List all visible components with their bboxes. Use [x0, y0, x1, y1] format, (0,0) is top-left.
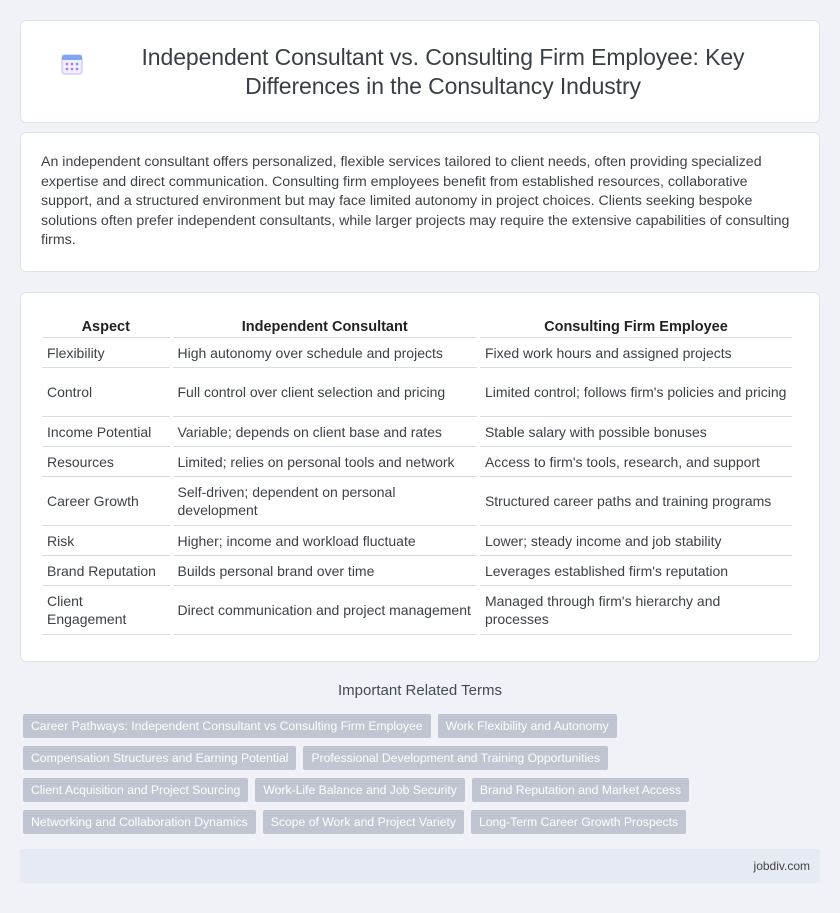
- table-row: [42, 447, 792, 477]
- aspect-cell: Brand Reputation: [42, 556, 170, 586]
- related-term-tag[interactable]: Compensation Structures and Earning Potential: [23, 746, 296, 770]
- table-row: [42, 526, 792, 556]
- related-term-tag[interactable]: Scope of Work and Project Variety: [263, 810, 464, 834]
- independent-cell: High autonomy over schedule and projects: [173, 338, 477, 368]
- aspect-cell: Risk: [42, 526, 170, 556]
- firm-cell: Stable salary with possible bonuses: [480, 417, 792, 447]
- related-term-tag[interactable]: Professional Development and Training Opportunities: [303, 746, 608, 770]
- tag-row: [23, 714, 803, 738]
- comparison-card: [20, 292, 820, 662]
- aspect-cell: Client Engagement: [42, 586, 170, 635]
- independent-cell: Variable; depends on client base and rates: [173, 417, 477, 447]
- tag-row: [23, 778, 803, 802]
- table-row: [42, 338, 792, 368]
- related-term-tag[interactable]: Long-Term Career Growth Prospects: [471, 810, 686, 834]
- header-firm: Consulting Firm Employee: [480, 309, 792, 338]
- firm-cell: Lower; steady income and job stability: [480, 526, 792, 556]
- table-row: [42, 368, 792, 417]
- aspect-cell: Income Potential: [42, 417, 170, 447]
- aspect-cell: Control: [42, 368, 170, 417]
- related-term-tag[interactable]: Work Flexibility and Autonomy: [438, 714, 617, 738]
- header-aspect: Aspect: [42, 309, 170, 338]
- table-header-row: [42, 309, 792, 338]
- related-term-tag[interactable]: Career Pathways: Independent Consultant vs Consulting Firm Employee: [23, 714, 431, 738]
- firm-cell: Access to firm's tools, research, and support: [480, 447, 792, 477]
- title-wrap: [60, 43, 780, 101]
- related-terms-list: [23, 714, 803, 842]
- footer: [20, 849, 820, 883]
- firm-cell: Limited control; follows firm's policies and pricing: [480, 368, 792, 417]
- independent-cell: Higher; income and workload fluctuate: [173, 526, 477, 556]
- tag-row: [23, 810, 803, 834]
- table-row: [42, 556, 792, 586]
- calendar-icon: [60, 52, 84, 76]
- related-term-tag[interactable]: Brand Reputation and Market Access: [472, 778, 689, 802]
- independent-cell: Full control over client selection and pricing: [173, 368, 477, 417]
- header-independent: Independent Consultant: [173, 309, 477, 338]
- table-row: [42, 417, 792, 447]
- firm-cell: Structured career paths and training programs: [480, 477, 792, 526]
- tag-row: [23, 746, 803, 770]
- related-terms-heading: Important Related Terms: [338, 682, 502, 699]
- independent-cell: Builds personal brand over time: [173, 556, 477, 586]
- comparison-table: [39, 309, 795, 635]
- aspect-cell: Flexibility: [42, 338, 170, 368]
- title-card: [20, 20, 820, 123]
- intro-card: [20, 132, 820, 272]
- related-term-tag[interactable]: Networking and Collaboration Dynamics: [23, 810, 256, 834]
- related-term-tag[interactable]: Client Acquisition and Project Sourcing: [23, 778, 248, 802]
- aspect-cell: Resources: [42, 447, 170, 477]
- aspect-cell: Career Growth: [42, 477, 170, 526]
- independent-cell: Self-driven; dependent on personal development: [173, 477, 477, 526]
- firm-cell: Fixed work hours and assigned projects: [480, 338, 792, 368]
- firm-cell: Leverages established firm's reputation: [480, 556, 792, 586]
- related-term-tag[interactable]: Work-Life Balance and Job Security: [255, 778, 465, 802]
- table-row: [42, 477, 792, 526]
- firm-cell: Managed through firm's hierarchy and processes: [480, 586, 792, 635]
- independent-cell: Direct communication and project management: [173, 586, 477, 635]
- independent-cell: Limited; relies on personal tools and network: [173, 447, 477, 477]
- intro-paragraph: An independent consultant offers personalized, flexible services tailored to client needs, often providing specialized expertise and direct communication. Consulting firm employees benefit from established resources, collaborative support, and a structured environment but may face limited autonomy in project choices. Clients seeking bespoke solutions often prefer independent consultants, while larger projects may require the extensive capabilities of consulting firms.: [41, 154, 790, 248]
- table-row: [42, 586, 792, 635]
- page-title: Independent Consultant vs. Consulting Firm Employee: Key Differences in the Consultancy Industry: [141, 43, 745, 99]
- footer-site-link[interactable]: jobdiv.com: [753, 859, 810, 873]
